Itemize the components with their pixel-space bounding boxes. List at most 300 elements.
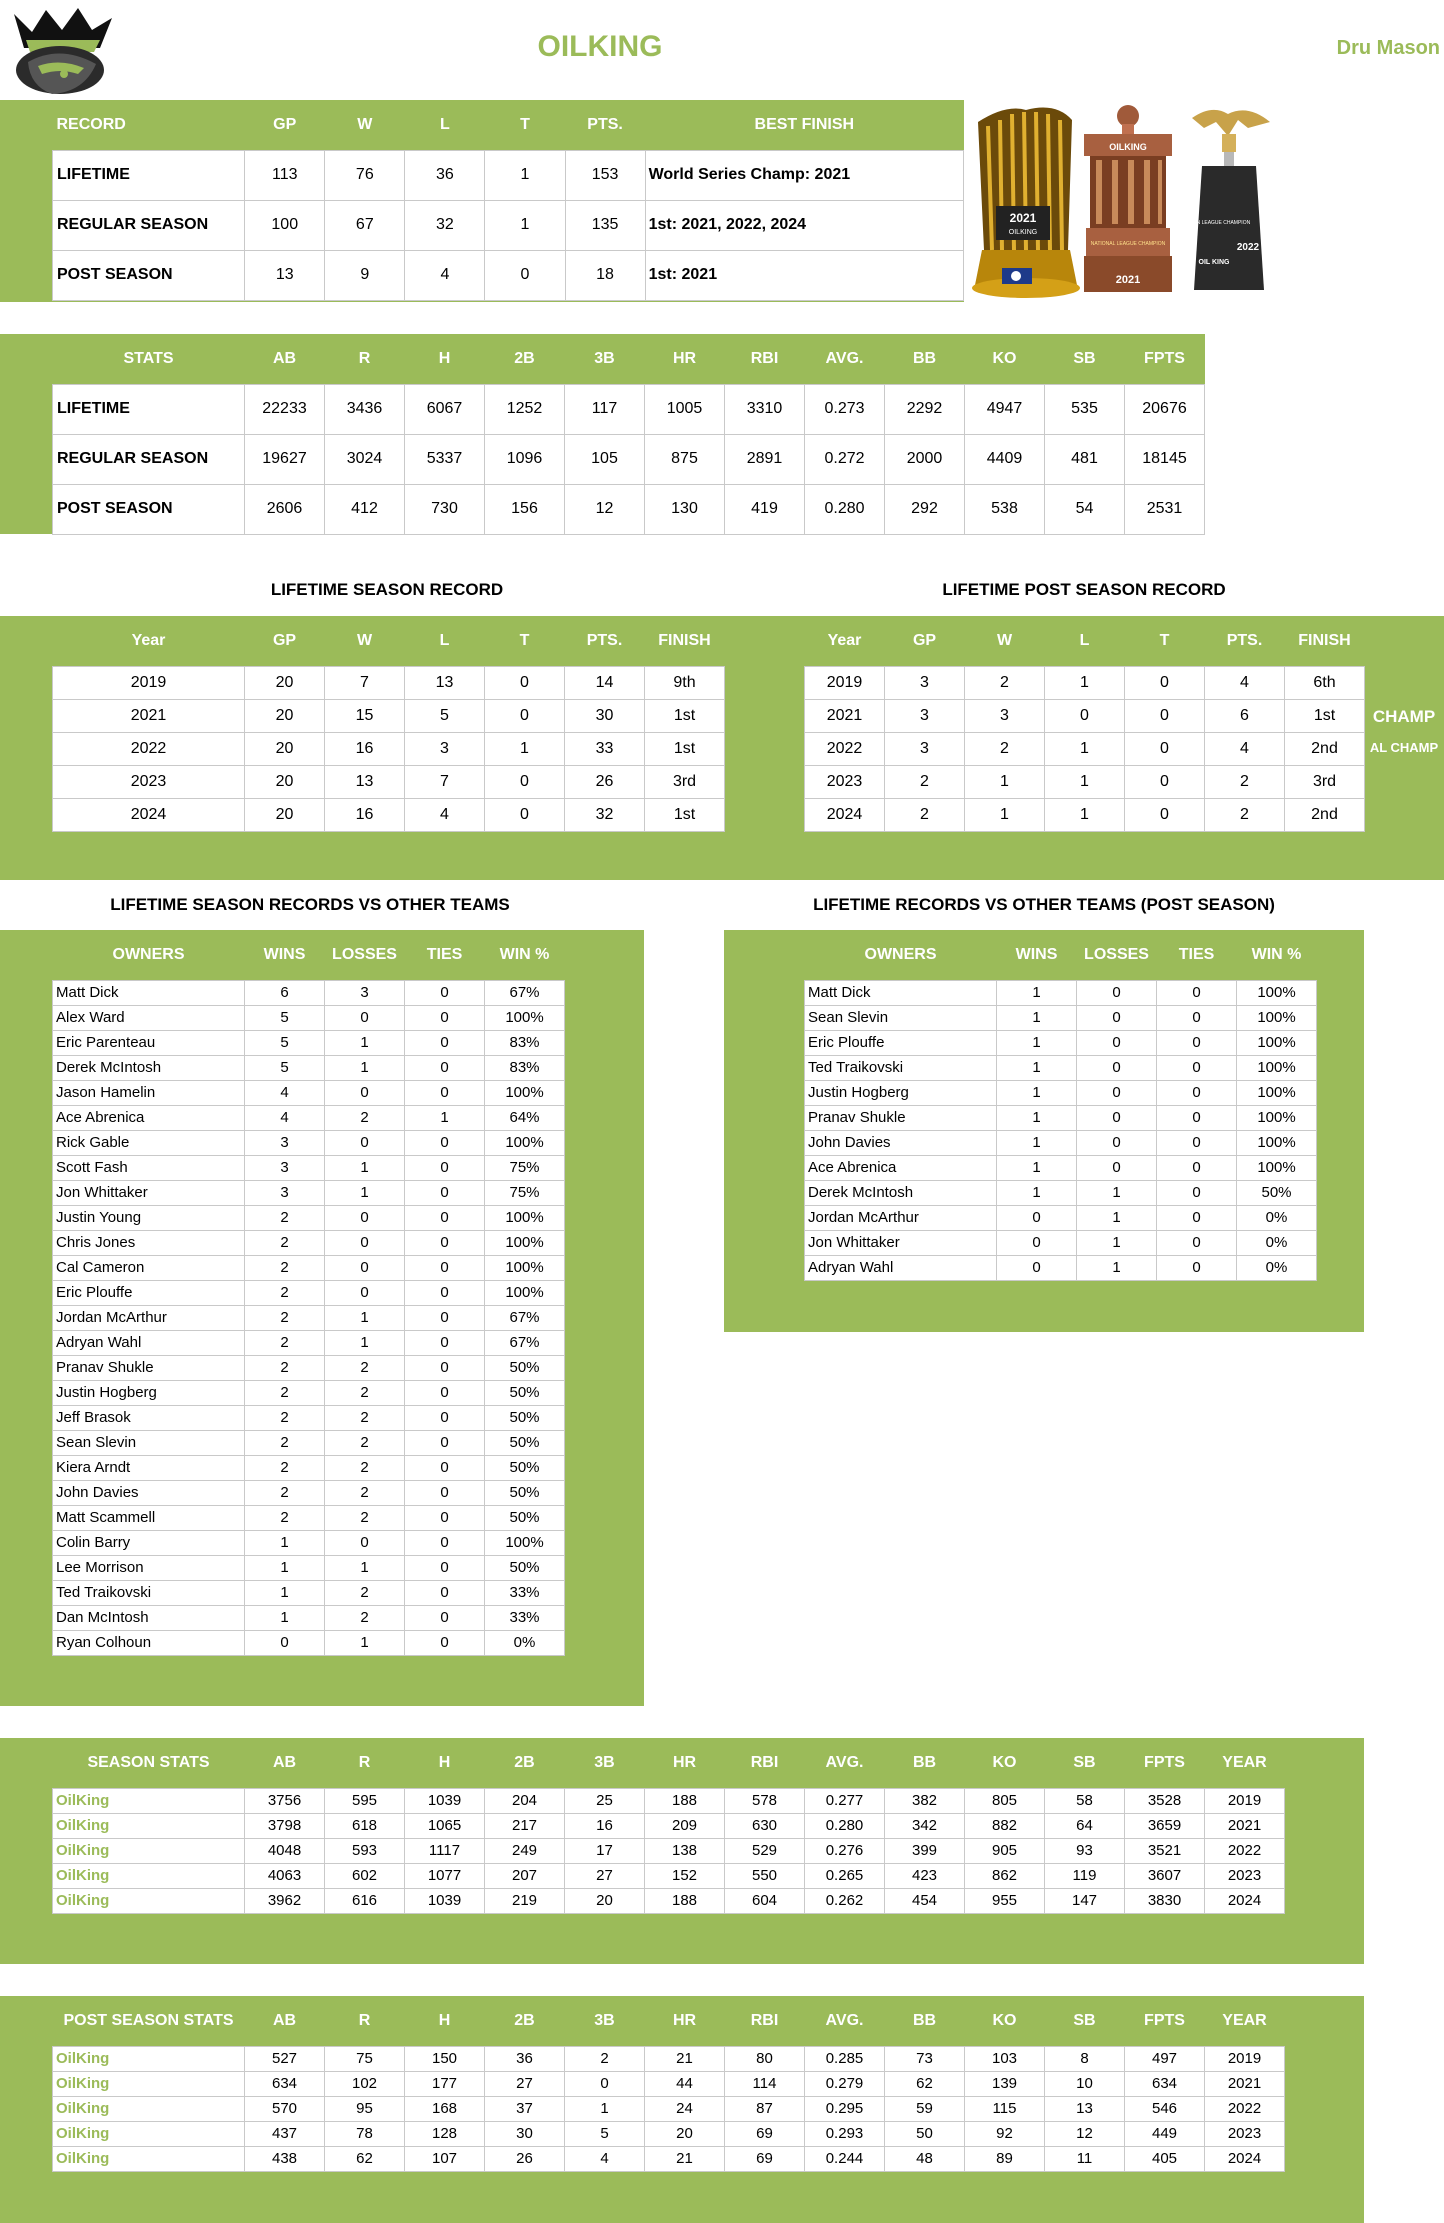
record-cell: 4 [405,250,485,300]
vs-season-cell: 100% [485,1205,565,1230]
post-record-row [805,798,1365,831]
post-stats-cell: OilKing [53,2071,245,2096]
post-record-cell: 1 [1045,666,1125,699]
vs-post-cell: 1 [997,1105,1077,1130]
post-stats-cell: 0.293 [805,2121,885,2146]
vs-season-cell: 0 [405,1030,485,1055]
vs-season-cell: Justin Young [53,1205,245,1230]
season-stats-cell: 905 [965,1838,1045,1863]
season-stats-cell: 3798 [245,1813,325,1838]
post-record-col-header: T [1125,616,1205,666]
vs-season-cell: Lee Morrison [53,1555,245,1580]
season-stats-cell: 423 [885,1863,965,1888]
post-record-header-row [805,616,1365,666]
post-stats-cell: 75 [325,2046,405,2071]
vs-post-cell: 0% [1237,1205,1317,1230]
vs-season-row [53,1005,565,1030]
stats-cell: 4947 [965,384,1045,434]
record-cell: 100 [245,200,325,250]
vs-post-row [805,1055,1317,1080]
vs-season-cell: 100% [485,1005,565,1030]
vs-post-cell: 0 [1077,1080,1157,1105]
vs-post-row [805,1230,1317,1255]
american-league-trophy-icon [1174,110,1270,290]
post-stats-cell: 546 [1125,2096,1205,2121]
post-stats-cell: 30 [485,2121,565,2146]
vs-season-cell: Sean Slevin [53,1430,245,1455]
vs-post-cell: 1 [1077,1255,1157,1280]
vs-post-table [804,930,1317,1281]
vs-season-cell: 50% [485,1380,565,1405]
vs-season-cell: 4 [245,1080,325,1105]
season-stats-cell: 1117 [405,1838,485,1863]
vs-season-cell: 2 [245,1405,325,1430]
season-stats-cell: 219 [485,1888,565,1913]
record-cell: 67 [325,200,405,250]
season-record-cell: 2024 [53,798,245,831]
vs-post-cell: John Davies [805,1130,997,1155]
vs-season-cell: Rick Gable [53,1130,245,1155]
post-stats-cell: 92 [965,2121,1045,2146]
post-stats-col-header: HR [645,1996,725,2046]
vs-season-cell: 50% [485,1405,565,1430]
vs-season-cell: Chris Jones [53,1230,245,1255]
season-stats-col-header: FPTS [1125,1738,1205,1788]
vs-season-row [53,1555,565,1580]
stats-cell: 1096 [485,434,565,484]
stats-cell: 875 [645,434,725,484]
vs-post-row [805,1180,1317,1205]
vs-season-col-header: WIN % [485,930,565,980]
vs-post-cell: Sean Slevin [805,1005,997,1030]
vs-season-cell: 0 [405,1080,485,1105]
stats-cell: 538 [965,484,1045,534]
season-stats-cell: 3528 [1125,1788,1205,1813]
stats-col-header: RBI [725,334,805,384]
season-stats-cell: 616 [325,1888,405,1913]
post-stats-cell: 48 [885,2146,965,2171]
record-cell: 76 [325,150,405,200]
post-record-cell: 2019 [805,666,885,699]
post-stats-cell: 69 [725,2146,805,2171]
vs-season-cell: 0 [405,1230,485,1255]
post-record-cell: 4 [1205,732,1285,765]
season-record-cell: 16 [325,732,405,765]
vs-season-cell: 2 [245,1480,325,1505]
vs-season-cell: 83% [485,1030,565,1055]
season-stats-cell: 119 [1045,1863,1125,1888]
vs-season-cell: Colin Barry [53,1530,245,1555]
post-record-cell: 6 [1205,699,1285,732]
post-stats-cell: 8 [1045,2046,1125,2071]
stats-cell: 18145 [1125,434,1205,484]
vs-season-cell: 2 [245,1505,325,1530]
vs-season-cell: 1 [245,1530,325,1555]
season-stats-cell: 16 [565,1813,645,1838]
season-record-cell: 20 [245,666,325,699]
stats-cell: 535 [1045,384,1125,434]
vs-season-cell: 0 [405,1605,485,1630]
post-stats-cell: OilKing [53,2121,245,2146]
post-stats-cell: 80 [725,2046,805,2071]
vs-season-cell: 0 [405,1055,485,1080]
post-stats-cell: 438 [245,2146,325,2171]
stats-cell: 3024 [325,434,405,484]
post-stats-row [53,2096,1285,2121]
post-record-col-header: L [1045,616,1125,666]
season-stats-cell: 382 [885,1788,965,1813]
vs-post-col-header: LOSSES [1077,930,1157,980]
vs-season-row [53,1030,565,1055]
season-stats-cell: 1039 [405,1888,485,1913]
vs-post-cell: 0 [1077,1155,1157,1180]
vs-post-cell: 100% [1237,1105,1317,1130]
post-stats-cell: OilKing [53,2046,245,2071]
season-stats-col-header: HR [645,1738,725,1788]
stats-cell: 105 [565,434,645,484]
season-stats-cell: OilKing [53,1788,245,1813]
vs-post-col-header: WIN % [1237,930,1317,980]
vs-season-cell: 50% [485,1480,565,1505]
season-stats-row [53,1888,1285,1913]
vs-post-cell: 0 [997,1255,1077,1280]
vs-season-cell: 2 [245,1380,325,1405]
season-stats-cell: 342 [885,1813,965,1838]
vs-season-col-header: OWNERS [53,930,245,980]
vs-post-cell: 0 [997,1230,1077,1255]
record-table [52,100,964,301]
post-record-cell: 0 [1045,699,1125,732]
post-stats-cell: 2024 [1205,2146,1285,2171]
season-stats-cell: 0.262 [805,1888,885,1913]
season-stats-cell: OilKing [53,1838,245,1863]
post-stats-cell: 26 [485,2146,565,2171]
vs-season-cell: 50% [485,1455,565,1480]
svg-text:2022: 2022 [1236,242,1260,253]
vs-season-cell: Scott Fash [53,1155,245,1180]
season-stats-cell: OilKing [53,1863,245,1888]
vs-season-cell: 0 [405,1005,485,1030]
trophies [966,100,1286,302]
post-record-note: AL CHAMP [1369,740,1439,755]
vs-post-cell: Pranav Shukle [805,1105,997,1130]
season-stats-cell: OilKing [53,1888,245,1913]
vs-season-row [53,1305,565,1330]
vs-season-cell: 2 [325,1605,405,1630]
season-stats-cell: 25 [565,1788,645,1813]
vs-post-cell: 0 [1077,1005,1157,1030]
vs-season-row [53,1055,565,1080]
record-cell: LIFETIME [53,150,245,200]
vs-season-row [53,1230,565,1255]
post-stats-cell: 87 [725,2096,805,2121]
vs-season-cell: 100% [485,1130,565,1155]
record-cell: 36 [405,150,485,200]
post-stats-cell: 36 [485,2046,565,2071]
season-stats-cell: OilKing [53,1813,245,1838]
vs-season-cell: Derek McIntosh [53,1055,245,1080]
post-stats-row [53,2146,1285,2171]
vs-season-row [53,1480,565,1505]
svg-text:OILKING: OILKING [1008,229,1038,236]
vs-post-row [805,1255,1317,1280]
record-cell: World Series Champ: 2021 [645,150,963,200]
stats-col-header: AB [245,334,325,384]
stats-row [53,384,1205,434]
post-record-cell: 1 [1045,798,1125,831]
vs-season-cell: Cal Cameron [53,1255,245,1280]
vs-season-cell: 67% [485,1330,565,1355]
vs-season-cell: 0 [325,1255,405,1280]
vs-season-cell: 5 [245,1055,325,1080]
season-stats-cell: 550 [725,1863,805,1888]
post-stats-cell: 12 [1045,2121,1125,2146]
season-stats-cell: 0.280 [805,1813,885,1838]
season-record-cell: 0 [485,765,565,798]
post-record-cell: 2 [965,732,1045,765]
post-stats-row [53,2046,1285,2071]
vs-season-cell: 2 [325,1430,405,1455]
vs-season-cell: 5 [245,1030,325,1055]
stats-cell: 481 [1045,434,1125,484]
post-stats-cell: 21 [645,2146,725,2171]
season-record-row [53,732,725,765]
season-stats-cell: 27 [565,1863,645,1888]
stats-col-header: FPTS [1125,334,1205,384]
post-stats-cell: 2019 [1205,2046,1285,2071]
post-record-cell: 2022 [805,732,885,765]
post-stats-cell: 13 [1045,2096,1125,2121]
season-stats-row [53,1788,1285,1813]
stats-cell: 117 [565,384,645,434]
vs-season-cell: 0 [405,1305,485,1330]
post-stats-col-header: 3B [565,1996,645,2046]
season-record-row [53,765,725,798]
vs-season-cell: 0 [405,1430,485,1455]
post-record-cell: 1 [1045,765,1125,798]
season-record-cell: 2022 [53,732,245,765]
vs-post-title: LIFETIME RECORDS VS OTHER TEAMS (POST SEASON) [813,895,1275,914]
season-stats-cell: 604 [725,1888,805,1913]
season-stats-table [52,1738,1285,1914]
stats-cell: 54 [1045,484,1125,534]
vs-season-row [53,1355,565,1380]
record-row [53,250,964,300]
record-cell: 135 [565,200,645,250]
post-stats-cell: 115 [965,2096,1045,2121]
post-record-cell: 1 [1045,732,1125,765]
season-stats-col-header: AVG. [805,1738,885,1788]
vs-season-cell: 0 [325,1280,405,1305]
vs-season-header-row [53,930,565,980]
stats-col-header: HR [645,334,725,384]
stats-cell: 0.272 [805,434,885,484]
vs-season-cell: 4 [245,1105,325,1130]
season-record-cell: 30 [565,699,645,732]
svg-text:AMERICAN LEAGUE CHAMPION: AMERICAN LEAGUE CHAMPION [1173,220,1251,226]
vs-post-cell: 0 [1157,1030,1237,1055]
vs-season-cell: Jeff Brasok [53,1405,245,1430]
vs-season-row [53,1380,565,1405]
post-record-note: CHAMP [1372,707,1436,726]
record-cell: 32 [405,200,485,250]
season-stats-col-header: R [325,1738,405,1788]
record-cell: 18 [565,250,645,300]
post-stats-cell: 10 [1045,2071,1125,2096]
vs-season-cell: 3 [245,1180,325,1205]
vs-season-cell: 50% [485,1505,565,1530]
vs-season-row [53,1280,565,1305]
stats-col-header: AVG. [805,334,885,384]
stats-cell: POST SEASON [53,484,245,534]
vs-season-cell: 0 [405,1530,485,1555]
post-record-row [805,765,1365,798]
post-record-cell: 3 [885,666,965,699]
stats-col-header: SB [1045,334,1125,384]
record-cell: 9 [325,250,405,300]
season-stats-cell: 209 [645,1813,725,1838]
season-stats-cell: 595 [325,1788,405,1813]
stats-col-header: STATS [53,334,245,384]
vs-post-col-header: OWNERS [805,930,997,980]
stats-col-header: R [325,334,405,384]
post-stats-cell: 150 [405,2046,485,2071]
stats-cell: 6067 [405,384,485,434]
owner-name: Dru Mason [1336,37,1440,59]
vs-season-cell: 2 [245,1280,325,1305]
post-stats-col-header: H [405,1996,485,2046]
stats-cell: 2292 [885,384,965,434]
season-record-col-header: FINISH [645,616,725,666]
vs-post-cell: Derek McIntosh [805,1180,997,1205]
vs-post-cell: Eric Plouffe [805,1030,997,1055]
post-stats-row [53,2121,1285,2146]
vs-season-cell: 0 [325,1130,405,1155]
season-stats-header-row [53,1738,1285,1788]
season-stats-cell: 2024 [1205,1888,1285,1913]
vs-season-cell: 1 [405,1105,485,1130]
season-record-cell: 0 [485,699,565,732]
post-record-cell: 2 [1205,798,1285,831]
post-record-cell: 0 [1125,798,1205,831]
season-stats-cell: 0.277 [805,1788,885,1813]
stats-table [52,334,1205,535]
vs-season-cell: 0 [325,1530,405,1555]
vs-season-cell: John Davies [53,1480,245,1505]
vs-season-cell: Eric Parenteau [53,1030,245,1055]
vs-season-cell: 0 [405,1580,485,1605]
vs-season-cell: 83% [485,1055,565,1080]
post-stats-col-header: YEAR [1205,1996,1285,2046]
season-stats-cell: 882 [965,1813,1045,1838]
vs-season-row [53,1255,565,1280]
season-stats-cell: 1077 [405,1863,485,1888]
national-league-trophy-icon [1084,105,1172,292]
post-stats-cell: 103 [965,2046,1045,2071]
vs-season-cell: 0 [405,1355,485,1380]
season-stats-cell: 217 [485,1813,565,1838]
vs-post-row [805,1205,1317,1230]
record-header-row [53,100,964,150]
vs-season-cell: 0 [405,980,485,1005]
season-record-cell: 4 [405,798,485,831]
svg-text:2021: 2021 [1115,274,1141,286]
vs-season-row [53,1505,565,1530]
post-stats-cell: 527 [245,2046,325,2071]
vs-season-cell: 2 [325,1105,405,1130]
season-stats-cell: 3607 [1125,1863,1205,1888]
vs-post-cell: Justin Hogberg [805,1080,997,1105]
vs-season-cell: 1 [325,1180,405,1205]
vs-post-cell: 0 [1157,1255,1237,1280]
vs-season-cell: 67% [485,980,565,1005]
season-record-cell: 1st [645,798,725,831]
vs-season-row [53,1530,565,1555]
vs-season-cell: 1 [245,1580,325,1605]
vs-post-cell: Ted Traikovski [805,1055,997,1080]
post-stats-cell: 634 [245,2071,325,2096]
vs-season-cell: 33% [485,1580,565,1605]
vs-post-cell: 100% [1237,1155,1317,1180]
vs-season-cell: 1 [325,1155,405,1180]
season-stats-cell: 152 [645,1863,725,1888]
post-record-col-header: GP [885,616,965,666]
vs-season-cell: 1 [325,1055,405,1080]
season-stats-cell: 2019 [1205,1788,1285,1813]
post-stats-cell: 1 [565,2096,645,2121]
season-stats-col-header: SEASON STATS [53,1738,245,1788]
record-cell: REGULAR SEASON [53,200,245,250]
vs-post-cell: 0% [1237,1255,1317,1280]
stats-cell: 3310 [725,384,805,434]
season-stats-cell: 3659 [1125,1813,1205,1838]
vs-season-row [53,1155,565,1180]
post-stats-col-header: FPTS [1125,1996,1205,2046]
vs-post-cell: 100% [1237,1080,1317,1105]
post-stats-cell: 24 [645,2096,725,2121]
vs-season-cell: 0 [325,1205,405,1230]
record-cell: 1 [485,200,565,250]
record-col-header: W [325,100,405,150]
vs-season-title: LIFETIME SEASON RECORDS VS OTHER TEAMS [110,895,510,914]
vs-season-cell: 100% [485,1230,565,1255]
vs-post-cell: 0 [1157,1055,1237,1080]
vs-season-cell: 2 [245,1330,325,1355]
post-record-cell: 1 [965,765,1045,798]
season-stats-cell: 399 [885,1838,965,1863]
page-title: OILKING [537,30,663,63]
vs-season-row [53,1205,565,1230]
vs-season-row [53,1330,565,1355]
season-stats-cell: 93 [1045,1838,1125,1863]
post-record-cell: 3 [885,699,965,732]
vs-season-cell: 2 [325,1405,405,1430]
vs-season-row [53,1580,565,1605]
vs-post-cell: 0 [997,1205,1077,1230]
record-cell: 113 [245,150,325,200]
season-stats-row [53,1838,1285,1863]
post-stats-cell: 95 [325,2096,405,2121]
stats-cell: 4409 [965,434,1045,484]
vs-season-cell: 2 [325,1455,405,1480]
vs-season-cell: 64% [485,1105,565,1130]
vs-season-cell: 2 [245,1205,325,1230]
season-stats-cell: 862 [965,1863,1045,1888]
post-record-col-header: PTS. [1205,616,1285,666]
season-stats-cell: 0.265 [805,1863,885,1888]
post-record-cell: 3 [965,699,1045,732]
season-stats-cell: 529 [725,1838,805,1863]
